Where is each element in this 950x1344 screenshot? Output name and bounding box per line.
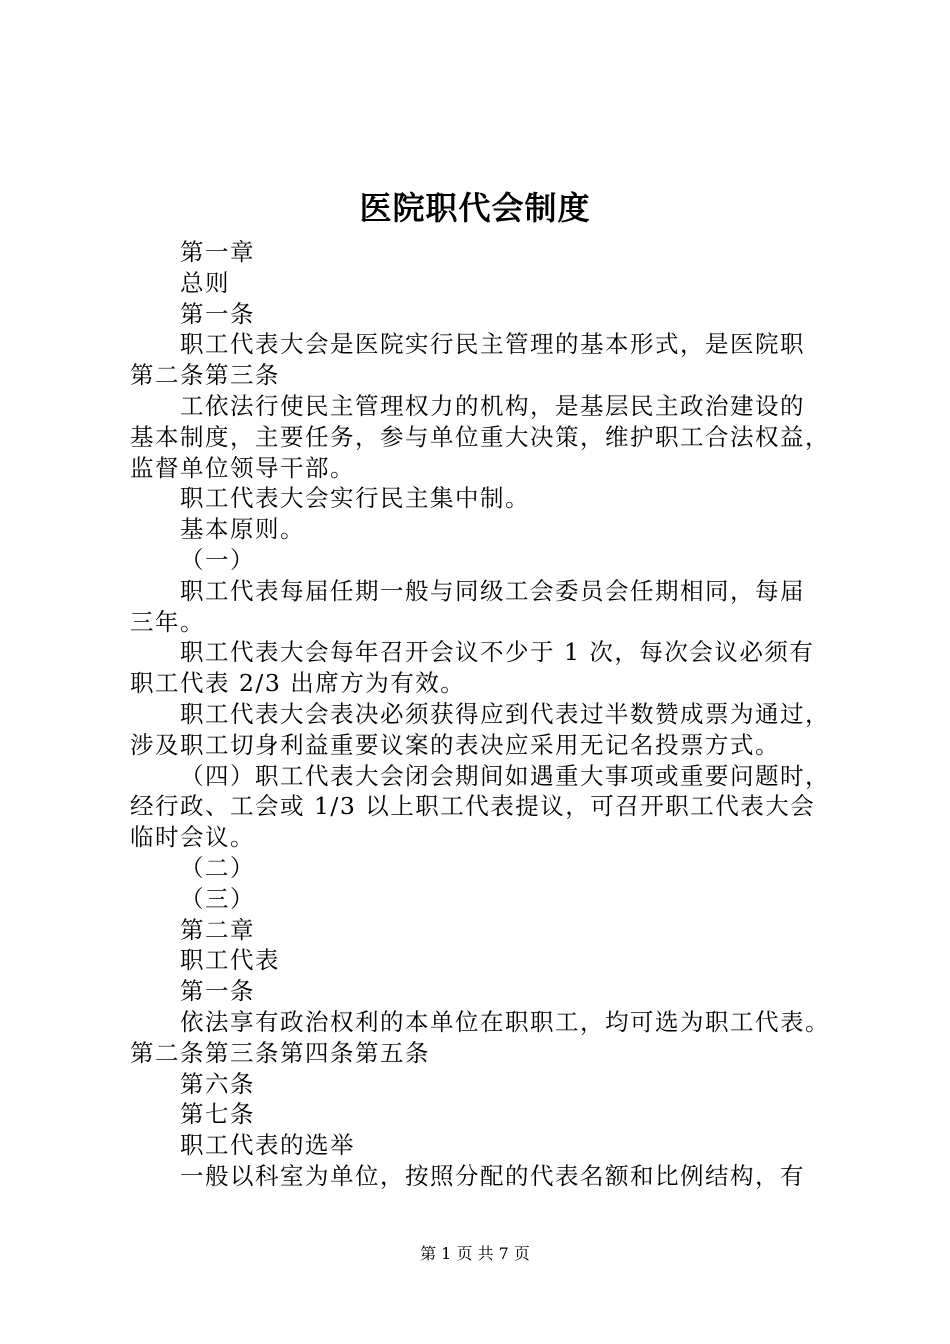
text-line: （一） [180, 545, 255, 574]
text-line: 三年。 [130, 607, 205, 636]
text-line: 职工代表 [180, 946, 280, 975]
text-line: 经行政、工会或 1/3 以上职工代表提议，可召开职工代表大会 [130, 792, 816, 821]
text-line: 监督单位领导干部。 [130, 453, 355, 482]
text-line: 第二条第三条 [130, 361, 280, 390]
text-line: 第六条 [180, 1069, 255, 1098]
document-title: 医院职代会制度 [359, 189, 591, 227]
text-line: 职工代表的选举 [180, 1131, 355, 1160]
text-line: 第一章 [180, 238, 255, 266]
text-line: （二） [180, 853, 255, 882]
text-line: 职工代表每届任期一般与同级工会委员会任期相同，每届 [180, 576, 805, 605]
page-footer: 第 1 页 共 7 页 [420, 1244, 530, 1263]
text-line: 总则 [180, 268, 230, 297]
text-line: （三） [180, 884, 255, 913]
text-line: 临时会议。 [130, 823, 255, 852]
text-line: 基本原则。 [180, 515, 305, 544]
text-line: （四）职工代表大会闭会期间如遇重大事项或重要问题时， [180, 761, 830, 790]
text-line: 第一条 [180, 299, 255, 328]
text-line: 职工代表大会表决必须获得应到代表过半数赞成票为通过， [180, 699, 830, 728]
text-line: 第二条第三条第四条第五条 [130, 1038, 430, 1067]
text-line: 工依法行使民主管理权力的机构，是基层民主政治建设的 [180, 391, 805, 420]
text-line: 职工代表大会每年召开会议不少于 1 次，每次会议必须有 [180, 638, 815, 667]
text-line: 第二章 [180, 915, 255, 944]
text-line: 基本制度，主要任务，参与单位重大决策，维护职工合法权益， [130, 422, 830, 451]
text-line: 职工代表大会实行民主集中制。 [180, 484, 530, 513]
text-line: 职工代表 2/3 出席方为有效。 [130, 669, 466, 698]
text-line: 一般以科室为单位，按照分配的代表名额和比例结构，有 [180, 1161, 805, 1190]
document-body [130, 237, 835, 1192]
text-line: 职工代表大会是医院实行民主管理的基本形式，是医院职 [180, 330, 805, 359]
text-line: 第一条 [180, 977, 255, 1006]
text-line: 涉及职工切身利益重要议案的表决应采用无记名投票方式。 [130, 730, 780, 759]
text-line: 依法享有政治权利的本单位在职职工，均可选为职工代表。 [180, 1007, 830, 1036]
text-line: 第七条 [180, 1100, 255, 1129]
